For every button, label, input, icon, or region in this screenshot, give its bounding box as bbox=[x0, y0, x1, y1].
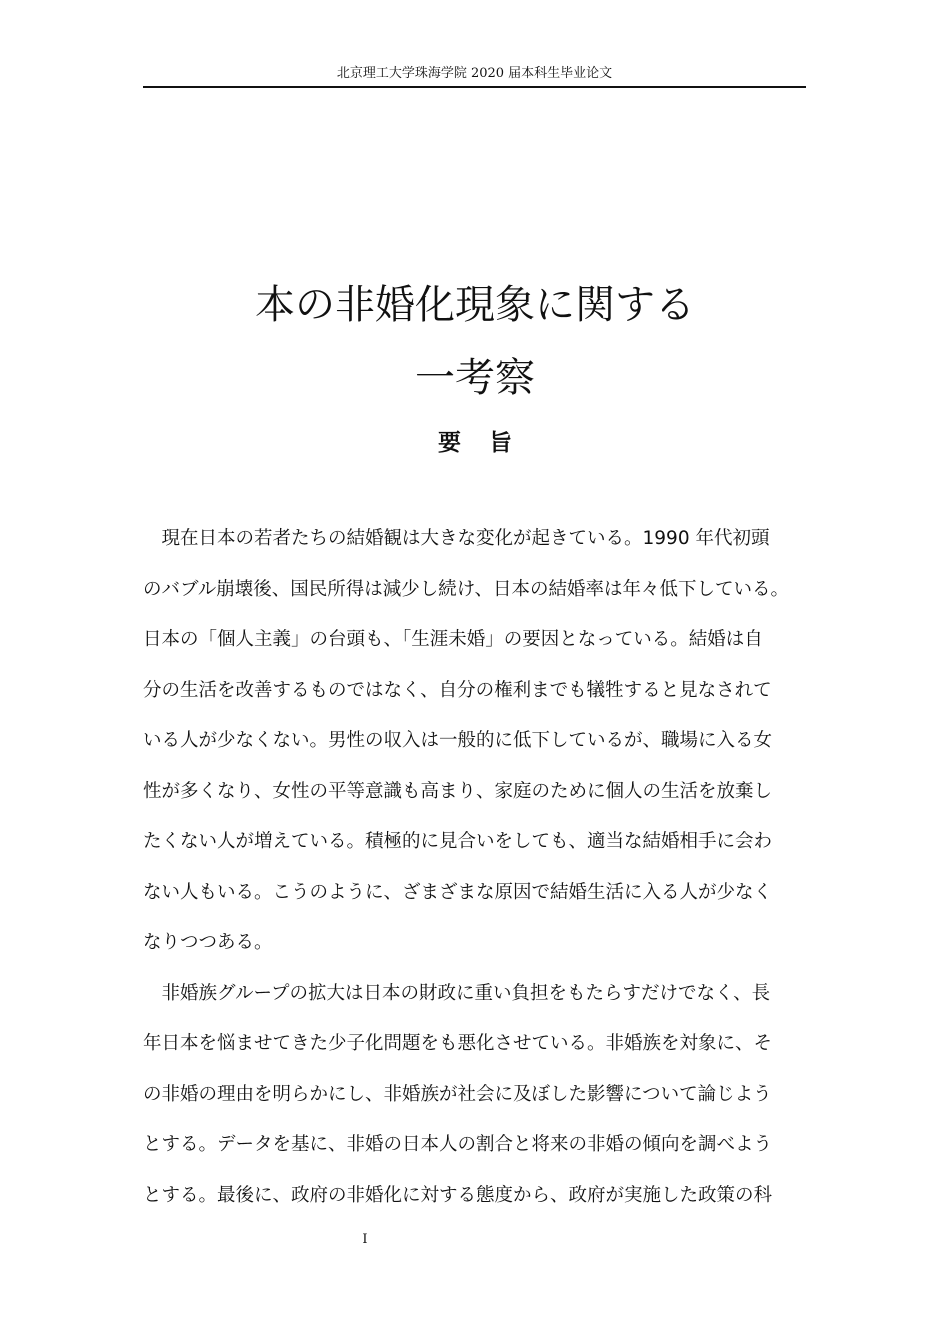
body-line: のバブル崩壊後、国民所得は減少し続け、日本の結婚率は年々低下している。 bbox=[143, 578, 790, 600]
abstract-body bbox=[143, 520, 808, 1227]
body-line: 日本の「個人主義」の台頭も、「生涯未婚」の要因となっている。結婚は自 bbox=[143, 629, 763, 650]
body-line: とする。データを基に、非婚の日本人の割合と将来の非婚の傾向を調べよう bbox=[143, 1134, 773, 1155]
body-line: 性が多くなり、女性の平等意識も高まり、家庭のために個人の生活を放棄し bbox=[143, 780, 773, 802]
page-number: I bbox=[362, 1232, 368, 1247]
body-line: 分の生活を改善するものではなく、自分の権利までも犠牲すると見なされて bbox=[143, 679, 772, 701]
body-line: 非婚族グループの拡大は日本の財政に重い負担をもたらすだけでなく、長 bbox=[143, 982, 771, 1004]
page-header: 北京理工大学珠海学院 2020 届本科生毕业论文 bbox=[143, 64, 806, 88]
body-line: ない人もいる。こうのように、ざまざまな原因で結婚生活に入る人が少なく bbox=[143, 881, 773, 903]
body-line: なりつつある。 bbox=[143, 932, 273, 953]
body-line: とする。最後に、政府の非婚化に対する態度から、政府が実施した政策の科 bbox=[143, 1184, 773, 1206]
thesis-title-line-1: 本の非婚化現象に関する bbox=[255, 282, 695, 328]
body-line: いる人が少なくない。男性の収入は一般的に低下しているが、職場に入る女 bbox=[143, 730, 773, 751]
body-line: 年日本を悩ませてきた少子化問題をも悪化させている。非婚族を対象に、そ bbox=[143, 1033, 773, 1054]
abstract-heading: 要旨 bbox=[438, 429, 540, 456]
body-line: 現在日本の若者たちの結婚観は大きな変化が起きている。1990 年代初頭 bbox=[143, 528, 770, 549]
body-line: の非婚の理由を明らかにし、非婚族が社会に及ぼした影響について論じよう bbox=[143, 1083, 772, 1105]
thesis-title-line-2: 一考察 bbox=[415, 355, 535, 401]
body-line: たくない人が増えている。積極的に見合いをしても、適当な結婚相手に会わ bbox=[143, 831, 773, 852]
